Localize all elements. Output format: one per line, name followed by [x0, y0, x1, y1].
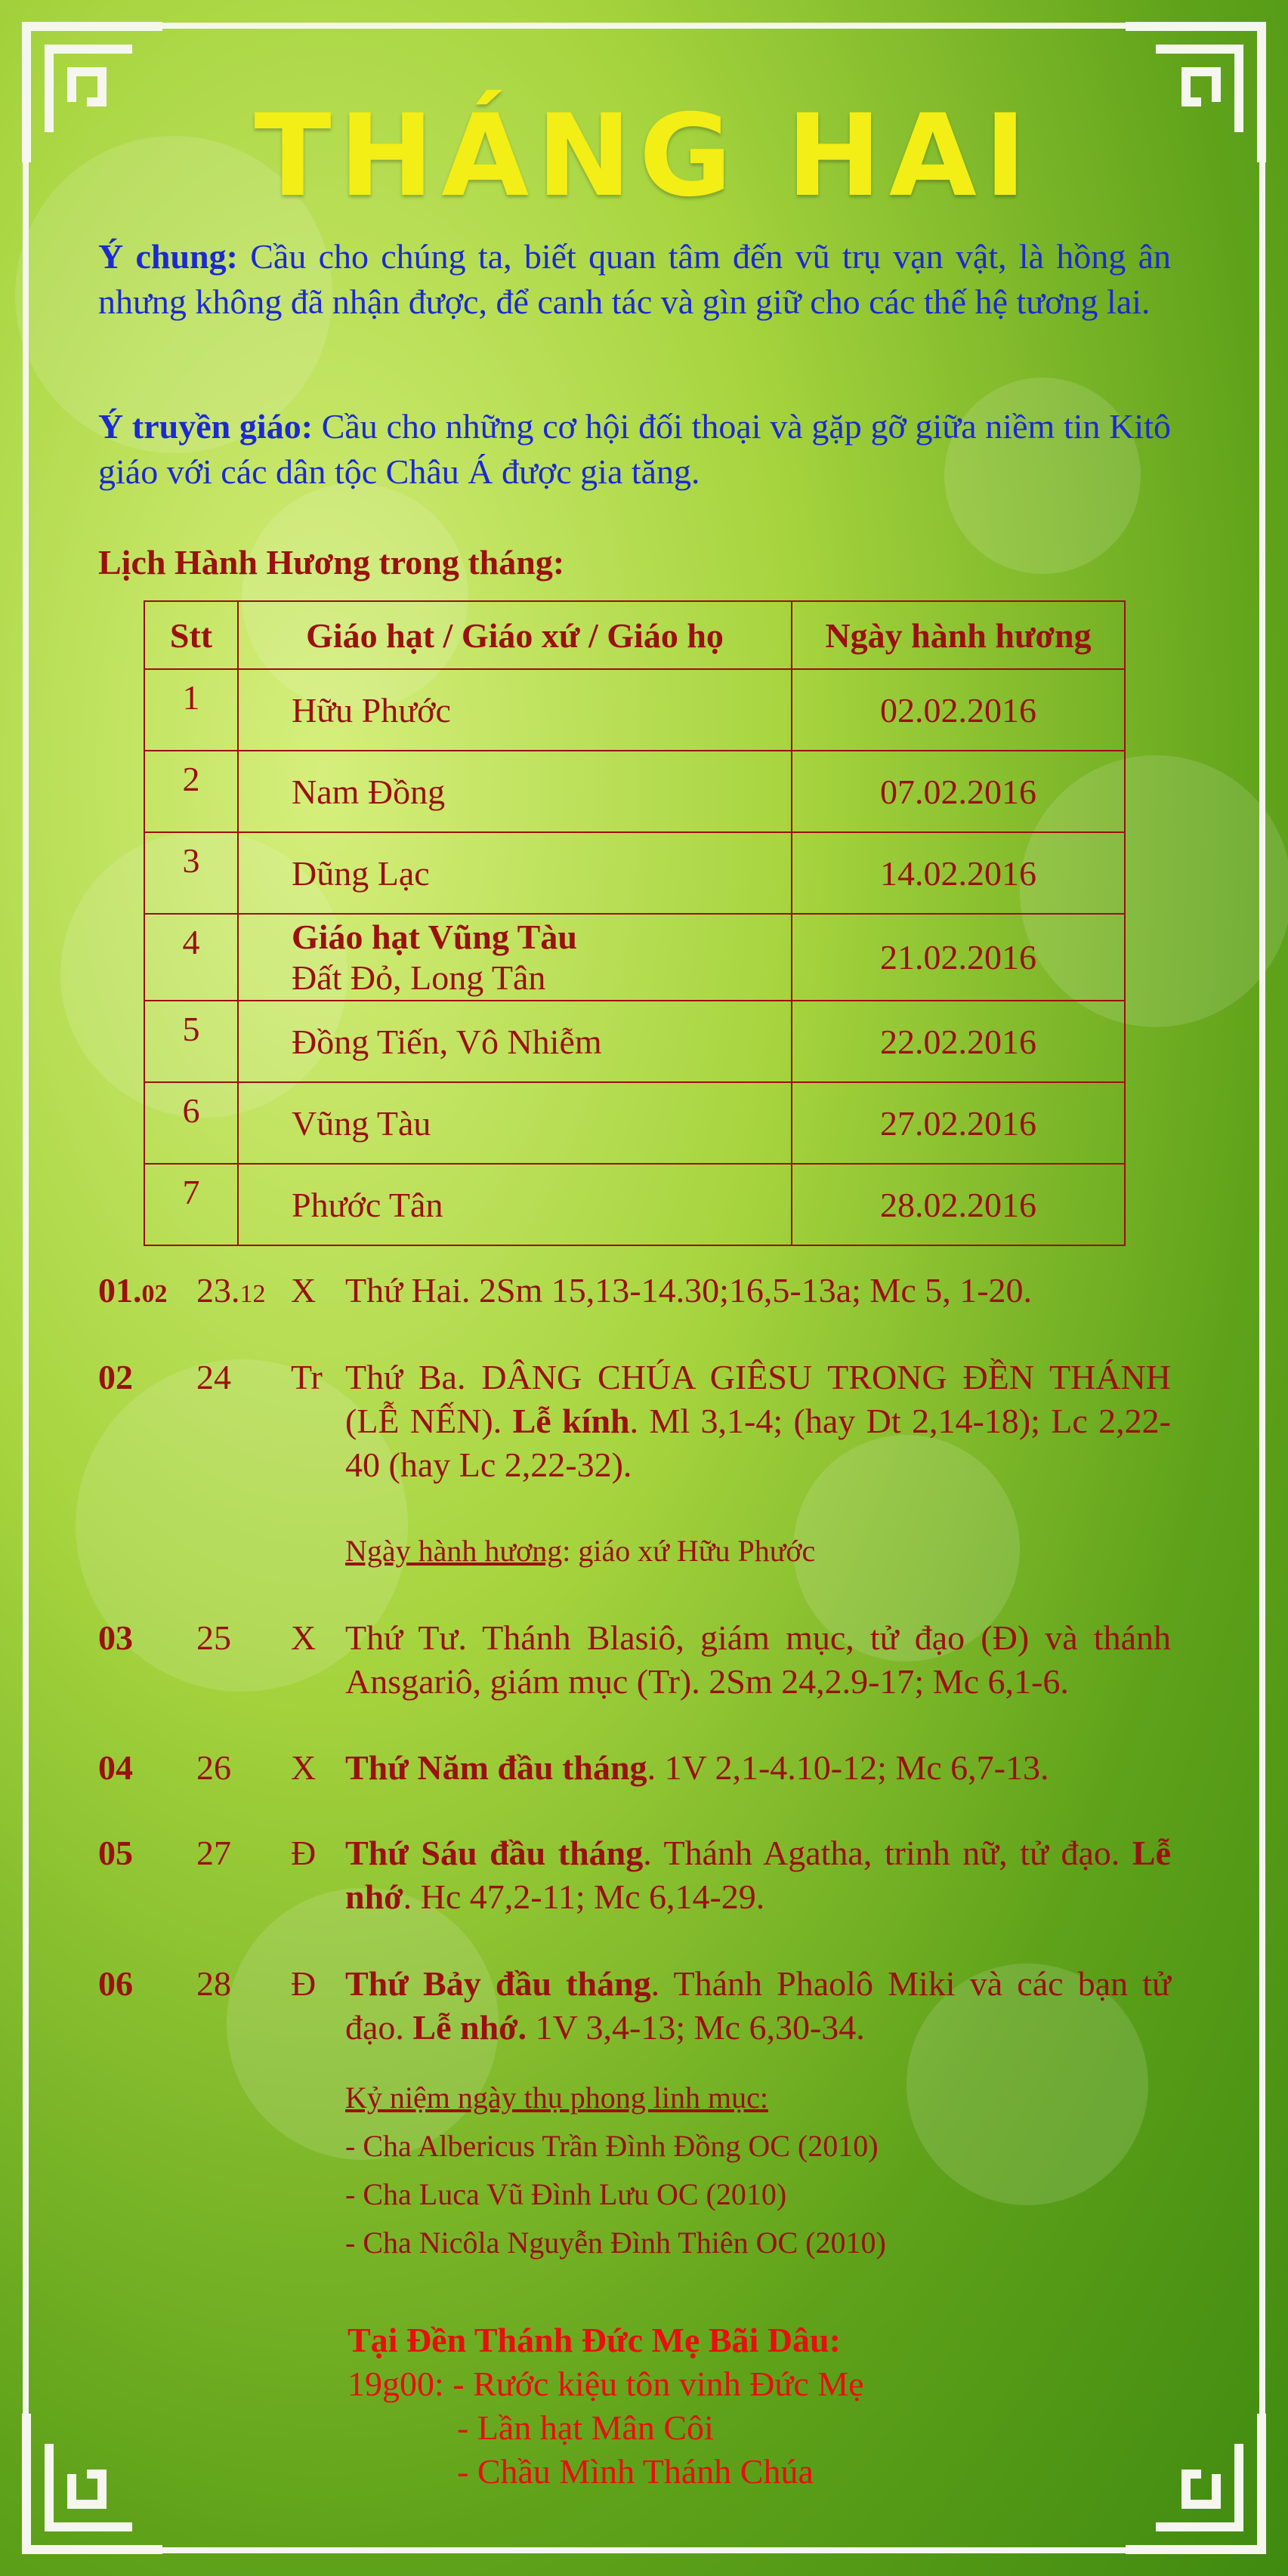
- lunar-date: 25: [196, 1618, 231, 1657]
- day-number: 04: [98, 1748, 133, 1787]
- pilgrimage-heading: Lịch Hành Hương trong tháng:: [98, 543, 565, 582]
- general-intention: [98, 234, 1171, 325]
- row-number: 6: [144, 1082, 238, 1164]
- table-header-row: [144, 601, 1125, 669]
- table-row: [144, 1001, 1125, 1082]
- row-number: 2: [144, 751, 238, 832]
- deanery-name: Giáo hạt Vũng Tàu: [292, 917, 577, 956]
- row-number: 3: [144, 832, 238, 914]
- pilgrimage-date: 07.02.2016: [792, 751, 1125, 832]
- lunar-date: 26: [196, 1748, 231, 1787]
- table-row: [144, 1164, 1125, 1245]
- pilgrimage-date: 02.02.2016: [792, 669, 1125, 751]
- lunar-date: 27: [196, 1834, 231, 1872]
- anniversary-item: - Cha Nicôla Nguyễn Đình Thiên OC (2010): [345, 2226, 886, 2260]
- row-number: 1: [144, 669, 238, 751]
- table-row: [144, 832, 1125, 914]
- liturgical-color: X: [291, 1271, 317, 1310]
- shrine-line: - Lần hạt Mân Côi: [457, 2408, 714, 2447]
- column-header: Stt: [144, 601, 238, 669]
- table-row: [144, 914, 1125, 1001]
- day-number: 06: [98, 1964, 133, 2003]
- anniversary-item: - Cha Albericus Trần Đình Đồng OC (2010): [345, 2129, 879, 2163]
- general-intention-text: Cầu cho chúng ta, biết quan tâm đến vũ trụ vạn vật, là hồng ân nhưng không đã nhận được, để canh tác và gìn giữ cho các thế hệ tương lai.: [98, 237, 1171, 321]
- mission-intention-label: Ý truyền giáo:: [98, 407, 314, 446]
- row-number: 4: [144, 914, 238, 1001]
- shrine-line: 19g00: - Rước kiệu tôn vinh Đức Mẹ: [347, 2365, 864, 2403]
- table-row: [144, 751, 1125, 832]
- column-header: Ngày hành hương: [792, 601, 1125, 669]
- parish-name: Phước Tân: [238, 1164, 792, 1245]
- pilgrimage-date: 22.02.2016: [792, 1001, 1125, 1082]
- entry-text: Thứ Bảy đầu tháng. Thánh Phaolô Miki và các bạn tử đạo. Lễ nhớ. 1V 3,4-13; Mc 6,30-34.: [345, 1964, 1171, 2047]
- row-number: 7: [144, 1164, 238, 1245]
- corner-ornament-bottom-right: [1118, 2406, 1269, 2557]
- pilgrimage-date: 28.02.2016: [792, 1164, 1125, 1245]
- table-row: [144, 669, 1125, 751]
- shrine-heading: Tại Đền Thánh Đức Mẹ Bãi Dâu:: [347, 2321, 841, 2359]
- parish-list: Đất Đỏ, Long Tân: [292, 958, 546, 997]
- page-title: THÁNG HAI: [254, 91, 1034, 222]
- entry-text: Thứ Tư. Thánh Blasiô, giám mục, tử đạo (Đ) và thánh Ansgariô, giám mục (Tr). 2Sm 24,2.9-17; Mc 6,1-6.: [345, 1618, 1171, 1701]
- liturgical-color: X: [291, 1618, 317, 1657]
- day-number: 05: [98, 1834, 133, 1872]
- parish-name: [238, 914, 792, 1001]
- row-number: 5: [144, 1001, 238, 1082]
- pilgrimage-note: Ngày hành hương: giáo xứ Hữu Phước: [345, 1534, 816, 1568]
- corner-ornament-bottom-left: [19, 2406, 170, 2557]
- ordination-anniversary: [345, 2074, 1171, 2267]
- pilgrimage-table: [144, 600, 1126, 1246]
- lunar-date: 24: [196, 1358, 231, 1396]
- liturgical-color: X: [291, 1748, 317, 1787]
- shrine-line: - Chầu Mình Thánh Chúa: [457, 2452, 814, 2491]
- general-intention-label: Ý chung:: [98, 237, 238, 276]
- mission-intention-text: Cầu cho những cơ hội đối thoại và gặp gỡ giữa niềm tin Kitô giáo với các dân tộc Châu Á được gia tăng.: [98, 407, 1171, 491]
- column-header: Giáo hạt / Giáo xứ / Giáo họ: [238, 601, 792, 669]
- liturgical-color: Đ: [291, 1834, 317, 1872]
- day-number: 01.02: [98, 1271, 168, 1310]
- anniversary-heading: Kỷ niệm ngày thụ phong linh mục:: [345, 2081, 768, 2115]
- parish-name: Nam Đồng: [238, 751, 792, 832]
- parish-name: Dũng Lạc: [238, 832, 792, 914]
- entry-text: Thứ Hai. 2Sm 15,13-14.30;16,5-13a; Mc 5, 1-20.: [345, 1271, 1033, 1310]
- pilgrimage-date: 27.02.2016: [792, 1082, 1125, 1164]
- parish-name: Đồng Tiến, Vô Nhiễm: [238, 1001, 792, 1082]
- liturgical-color: Tr: [291, 1358, 323, 1396]
- lunar-date: 28: [196, 1964, 231, 2003]
- parish-name: Vũng Tàu: [238, 1082, 792, 1164]
- pilgrimage-date: 21.02.2016: [792, 914, 1125, 1001]
- pilgrimage-date: 14.02.2016: [792, 832, 1125, 914]
- entry-text: Thứ Năm đầu tháng. 1V 2,1-4.10-12; Mc 6,7-13.: [345, 1748, 1049, 1787]
- day-number: 02: [98, 1358, 133, 1396]
- day-number: 03: [98, 1618, 133, 1657]
- mission-intention: [98, 404, 1171, 495]
- parish-name: Hữu Phước: [238, 669, 792, 751]
- anniversary-item: - Cha Luca Vũ Đình Lưu OC (2010): [345, 2177, 787, 2211]
- shrine-schedule: [347, 2318, 864, 2494]
- entry-text: Thứ Sáu đầu tháng. Thánh Agatha, trinh nữ, tử đạo. Lễ nhớ. Hc 47,2-11; Mc 6,14-29.: [345, 1834, 1172, 1916]
- table-row: [144, 1082, 1125, 1164]
- liturgical-color: Đ: [291, 1964, 317, 2003]
- entry-text: Thứ Ba. DÂNG CHÚA GIÊSU TRONG ĐỀN THÁNH (LỄ NẾN). Lễ kính. Ml 3,1-4; (hay Dt 2,14-18); Lc 2,22-40 (hay Lc 2,22-32).: [345, 1358, 1171, 1484]
- lunar-date: 23.12: [196, 1271, 266, 1310]
